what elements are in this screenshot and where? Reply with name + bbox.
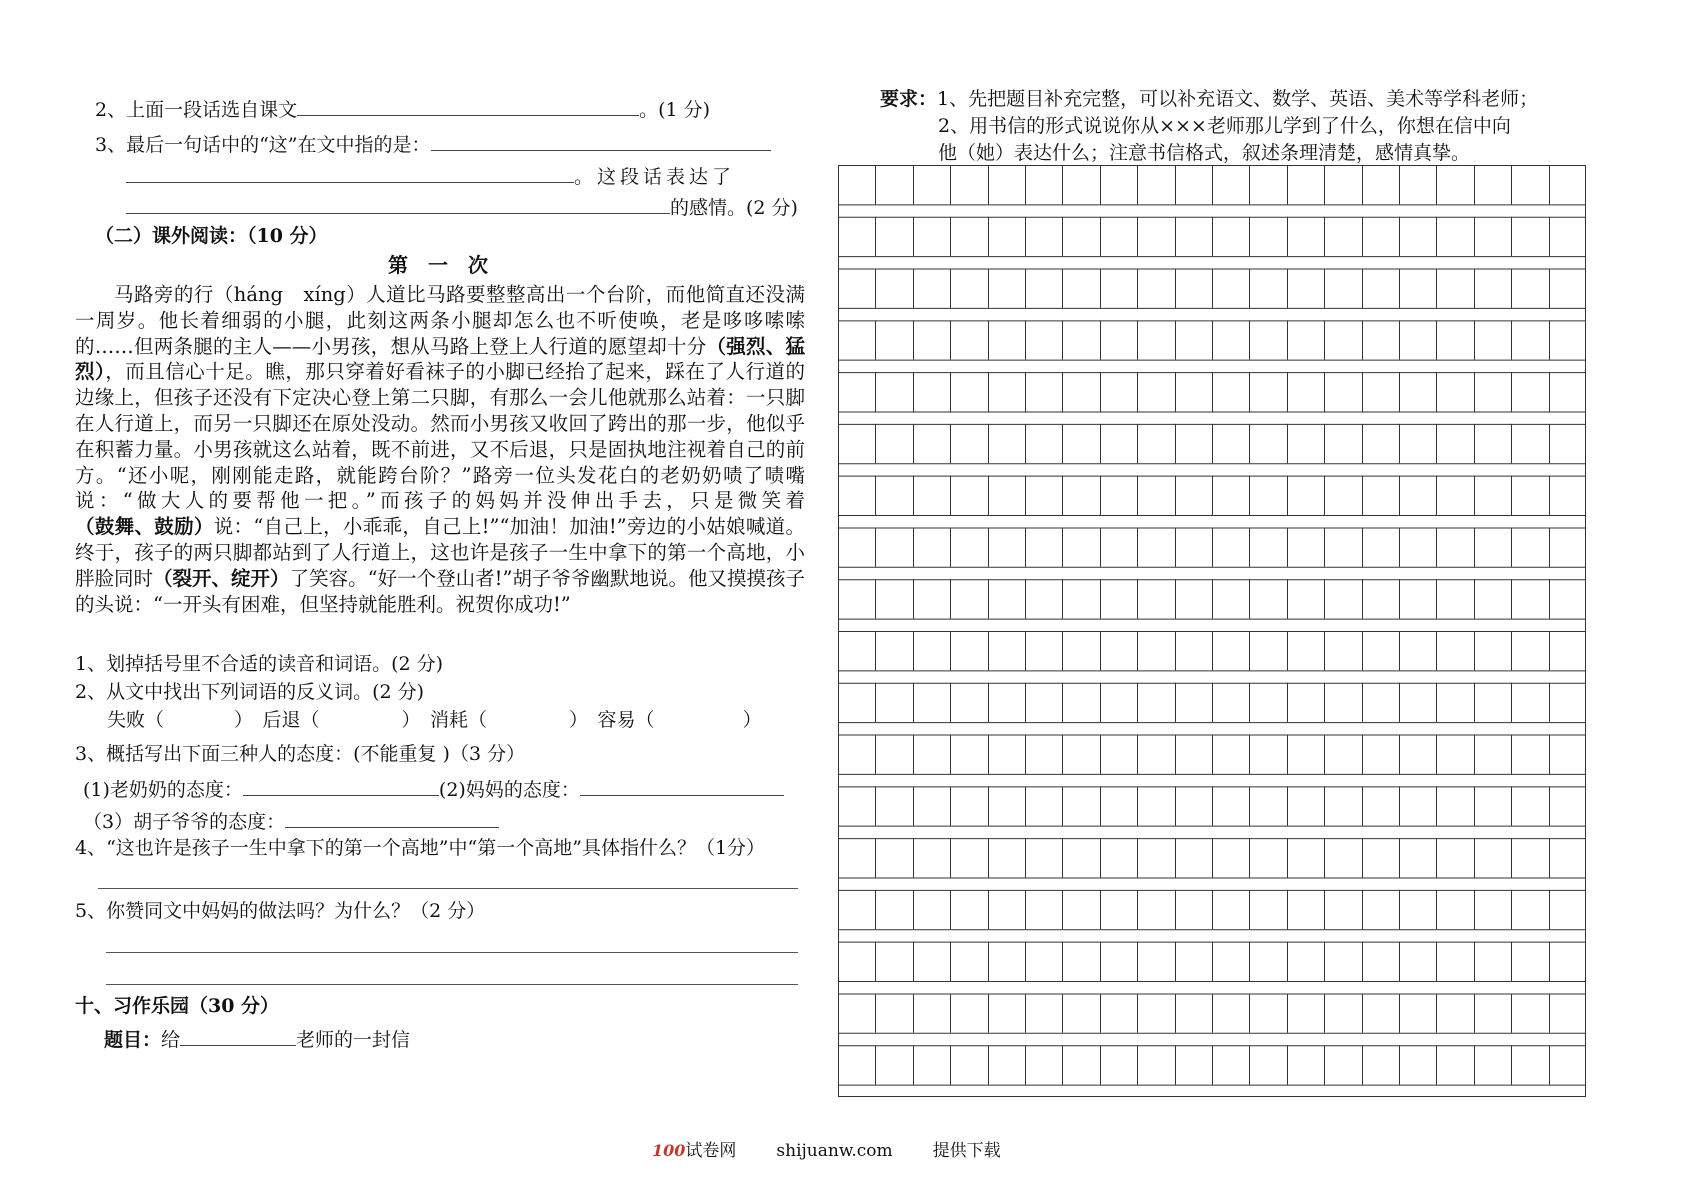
question-3-mid: 。这段话表达了 <box>574 166 736 188</box>
question-3-line3 <box>126 194 798 218</box>
question-2-prefix: 2、上面一段话选自课文 <box>95 99 298 121</box>
antonym-row <box>107 711 762 730</box>
answer-line[interactable] <box>106 952 798 953</box>
site-name: 试卷网 <box>685 1141 737 1161</box>
requirement-label: 要求： <box>880 88 938 110</box>
essay-topic <box>104 1026 410 1050</box>
antonym-item: 失败（ <box>107 709 165 731</box>
attitude-row-2 <box>83 808 499 832</box>
footer <box>652 1143 1001 1160</box>
reading-question-5: 5、你赞同文中妈妈的做法吗？为什么？（2 分） <box>75 900 486 922</box>
passage-choice-3: （裂开、绽开） <box>153 566 290 590</box>
attitude-mother-label: (2)妈妈的态度： <box>438 779 580 801</box>
attitude-grandpa-label: （3）胡子爷爷的态度： <box>83 811 286 833</box>
passage-part-1: 马路旁的行（háng xíng）人道比马路要整整高出一个台阶，而他简直还没满一周岁。他长着细弱的小腿，此刻这两条小腿却怎么也不听使唤，老是哆哆嗦嗦的……但两条腿的主人——小男孩，想从马路上登上人行道的愿望却十分 <box>75 283 805 358</box>
section-10-title: 十、习作乐园（30 分） <box>75 995 280 1017</box>
answer-blank[interactable] <box>580 776 784 796</box>
antonym-item: ） 容易（ <box>569 709 655 731</box>
requirement-2a: 2、用书信的形式说说你从×××老师那儿学到了什么，你想在信中向 <box>938 115 1511 137</box>
topic-label: 题目： <box>104 1029 162 1051</box>
passage-choice-2: （鼓舞、鼓励） <box>75 515 214 539</box>
question-3-prefix: 3、最后一句话中的“这”在文中指的是： <box>95 134 431 156</box>
attitude-grandma-label: (1)老奶奶的态度： <box>83 779 243 801</box>
answer-blank[interactable] <box>431 131 771 151</box>
antonym-item: ） 消耗（ <box>401 709 488 731</box>
answer-blank[interactable] <box>297 96 639 116</box>
passage-choice-1: （强烈、猛烈） <box>75 334 805 384</box>
section-2-title: （二）课外阅读：（10 分） <box>95 225 328 247</box>
passage-part-4: 了笑容。“好一个登山者!”胡子爷爷幽默地说。他又摸摸孩子的头说：“一开头有困难，但坚持就能胜利。祝贺你成功!” <box>75 566 805 616</box>
topic-prefix: 给 <box>161 1029 181 1051</box>
answer-blank[interactable] <box>285 808 499 828</box>
writing-grid[interactable] <box>838 165 1586 1097</box>
passage-part-3: 说：“自己上，小乖乖，自己上!”“加油！加油!”旁边的小姑娘喊道。终于，孩子的两只脚都站到了人行道上，这也许是孩子一生中拿下的第一个高地，小胖脸同时 <box>75 515 805 590</box>
reading-question-3: 3、概括写出下面三种人的态度：(不能重复 )（3 分） <box>75 743 526 765</box>
answer-blank[interactable] <box>126 194 670 214</box>
answer-line[interactable] <box>98 888 798 889</box>
download-note: 提供下载 <box>932 1141 1001 1161</box>
question-2 <box>95 96 710 120</box>
requirement-1-text: 1、先把题目补充完整，可以补充语文、数学、英语、美术等学科老师； <box>937 88 1539 110</box>
question-2-suffix: 。(1 分) <box>639 99 711 121</box>
reading-question-2: 2、从文中找出下列词语的反义词。(2 分) <box>75 681 425 703</box>
answer-blank[interactable] <box>126 163 574 183</box>
requirement-2b: 他（她）表达什么；注意书信格式，叙述条理清楚，感情真挚。 <box>938 142 1471 164</box>
question-3-end: 的感情。(2 分) <box>670 197 798 219</box>
reading-question-1: 1、划掉括号里不合适的读音和词语。(2 分) <box>75 653 444 675</box>
reading-question-4: 4、“这也许是孩子一生中拿下的第一个高地”中“第一个高地”具体指什么？（1分） <box>75 837 766 859</box>
attitude-row-1 <box>83 776 784 800</box>
site-logo: 100 <box>652 1141 686 1160</box>
reading-passage <box>75 282 805 617</box>
answer-blank[interactable] <box>243 776 439 796</box>
topic-suffix: 老师的一封信 <box>296 1029 411 1051</box>
passage-part-2: ，而且信心十足。瞧，那只穿着好看袜子的小脚已经抬了起来，踩在了人行道的边缘上，但孩子还没有下定决心登上第二只脚，有那么一会儿他就那么站着：一只脚在人行道上，而另一只脚还在原处没动。然而小男孩又收回了跨出的那一步，他似乎在积蓄力量。小男孩就这么站着，既不前进，又不后退，只是固执地注视着自己的前方。“还小呢，刚刚能走路，就能跨台阶？”路旁一位头发花白的老奶奶啧了啧嘴说：“做大人的要帮他一把。”而孩子的妈妈并没伸出手去，只是微笑着 <box>75 360 805 513</box>
antonym-item: ） 后退（ <box>234 709 320 731</box>
requirement-1 <box>880 90 1538 109</box>
question-3 <box>95 131 771 155</box>
answer-line[interactable] <box>106 984 798 985</box>
passage-title: 第 一 次 <box>388 253 488 277</box>
question-3-line2 <box>126 163 735 187</box>
writing-grid-svg <box>838 165 1586 1097</box>
teacher-blank[interactable] <box>180 1026 296 1046</box>
antonym-item: ） <box>742 709 762 731</box>
site-url[interactable]: shijuanw.com <box>776 1141 893 1161</box>
